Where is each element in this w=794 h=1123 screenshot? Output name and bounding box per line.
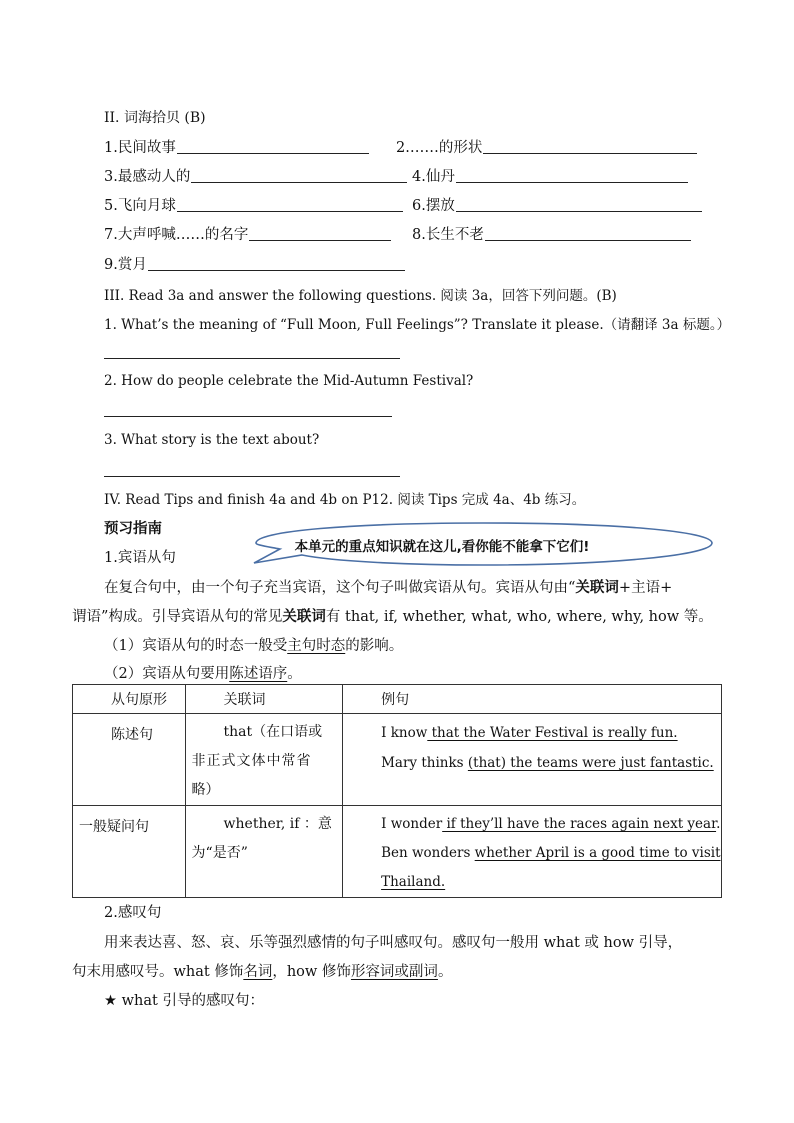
vocab-blank-3[interactable] bbox=[191, 168, 407, 183]
vocab-item-7: 7.大声呼喊……的名字 bbox=[104, 223, 391, 244]
vocab-blank-9[interactable] bbox=[148, 256, 405, 271]
part-1-paragraph-line-1: 在复合句中，由一个句子充当宾语，这个句子叫做宾语从句。宾语从句由“关联词+主语+ bbox=[104, 579, 673, 596]
vocab-blank-5[interactable] bbox=[177, 197, 403, 212]
table-header-example: 例句 bbox=[343, 685, 722, 714]
answer-line-2[interactable] bbox=[104, 416, 392, 417]
guide-title: 预习指南 bbox=[104, 520, 162, 537]
vocab-item-3: 3.最感动人的 bbox=[104, 165, 407, 186]
vocab-item-4: 4.仙丹 bbox=[412, 165, 688, 186]
part-2-title: 2.感叹句 bbox=[104, 905, 162, 921]
question-1: 1. What’s the meaning of “Full Moon, Full Feelings”? Translate it please.（请翻译 3a 标题。） bbox=[104, 317, 731, 333]
part-1-paragraph-line-2: 谓语”构成。引导宾语从句的常见关联词有 that, if, whether, what, who, where, why, how 等。 bbox=[72, 608, 713, 625]
section-3-heading: III. Read 3a and answer the following questions. 阅读 3a，回答下列问题。(B) bbox=[104, 288, 617, 304]
vocab-item-1: 1.民间故事 bbox=[104, 136, 369, 157]
row2-example-2-cont: Thailand. bbox=[381, 874, 446, 890]
vocab-blank-8[interactable] bbox=[485, 226, 691, 241]
row2-example-2: Ben wonders whether April is a good time to visit bbox=[381, 845, 721, 861]
star-icon: ★ bbox=[104, 993, 117, 1009]
answer-line-3[interactable] bbox=[104, 476, 400, 477]
part-2-paragraph-line-1: 用来表达喜、怒、哀、乐等强烈感情的句子叫感叹句。感叹句一般用 what 或 how 引导， bbox=[104, 935, 683, 951]
question-3: 3. What story is the text about? bbox=[104, 432, 320, 448]
section-2-heading: II. 词海拾贝 (B) bbox=[104, 110, 206, 126]
table-header-type: 从句原形 bbox=[73, 685, 186, 714]
vocab-blank-6[interactable] bbox=[456, 197, 702, 212]
row1-examples bbox=[343, 714, 722, 806]
row1-example-1: I know that the Water Festival is really fun. bbox=[381, 725, 678, 741]
table-header-conj: 关联词 bbox=[185, 685, 343, 714]
vocab-blank-2[interactable] bbox=[483, 139, 697, 154]
row2-examples bbox=[343, 806, 722, 898]
answer-line-1[interactable] bbox=[104, 358, 400, 359]
vocab-blank-1[interactable] bbox=[177, 139, 369, 154]
part-2-paragraph-line-2: 句末用感叹号。what 修饰名词，how 修饰形容词或副词。 bbox=[72, 964, 453, 980]
row2-type: 一般疑问句 bbox=[79, 819, 149, 835]
vocab-blank-7[interactable] bbox=[249, 226, 391, 241]
row2-example-1: I wonder if they’ll have the races again next year. bbox=[381, 816, 721, 832]
what-exclamation-heading: ★ what 引导的感叹句： bbox=[104, 993, 264, 1009]
vocab-item-5: 5.飞向月球 bbox=[104, 194, 403, 215]
row1-example-2: Mary thinks (that) the teams were just fantastic. bbox=[381, 755, 714, 771]
bubble-text: 本单元的重点知识就在这儿,看你能不能拿下它们! bbox=[294, 539, 590, 555]
question-2: 2. How do people celebrate the Mid-Autumn Festival? bbox=[104, 373, 474, 389]
vocab-item-6: 6.摆放 bbox=[412, 194, 702, 215]
vocab-blank-4[interactable] bbox=[456, 168, 688, 183]
row1-type: 陈述句 bbox=[111, 727, 153, 743]
vocab-item-9: 9.赏月 bbox=[104, 253, 405, 274]
row2-conj: whether, if ：意 为“是否” bbox=[185, 806, 343, 898]
vocab-item-8: 8.长生不老 bbox=[412, 223, 691, 244]
table-row bbox=[73, 714, 722, 806]
rule-1: （1）宾语从句的时态一般受主句时态的影响。 bbox=[104, 638, 404, 654]
table-row bbox=[73, 806, 722, 898]
section-4-heading: IV. Read Tips and finish 4a and 4b on P12. 阅读 Tips 完成 4a、4b 练习。 bbox=[104, 492, 586, 508]
part-1-title: 1.宾语从句 bbox=[104, 550, 176, 566]
object-clause-table bbox=[72, 684, 722, 898]
rule-2: （2）宾语从句要用陈述语序。 bbox=[104, 666, 302, 682]
row1-conj: that（在口语或 非正式文体中常省 略） bbox=[185, 714, 343, 806]
vocab-item-2: 2.……的形状 bbox=[396, 136, 697, 157]
